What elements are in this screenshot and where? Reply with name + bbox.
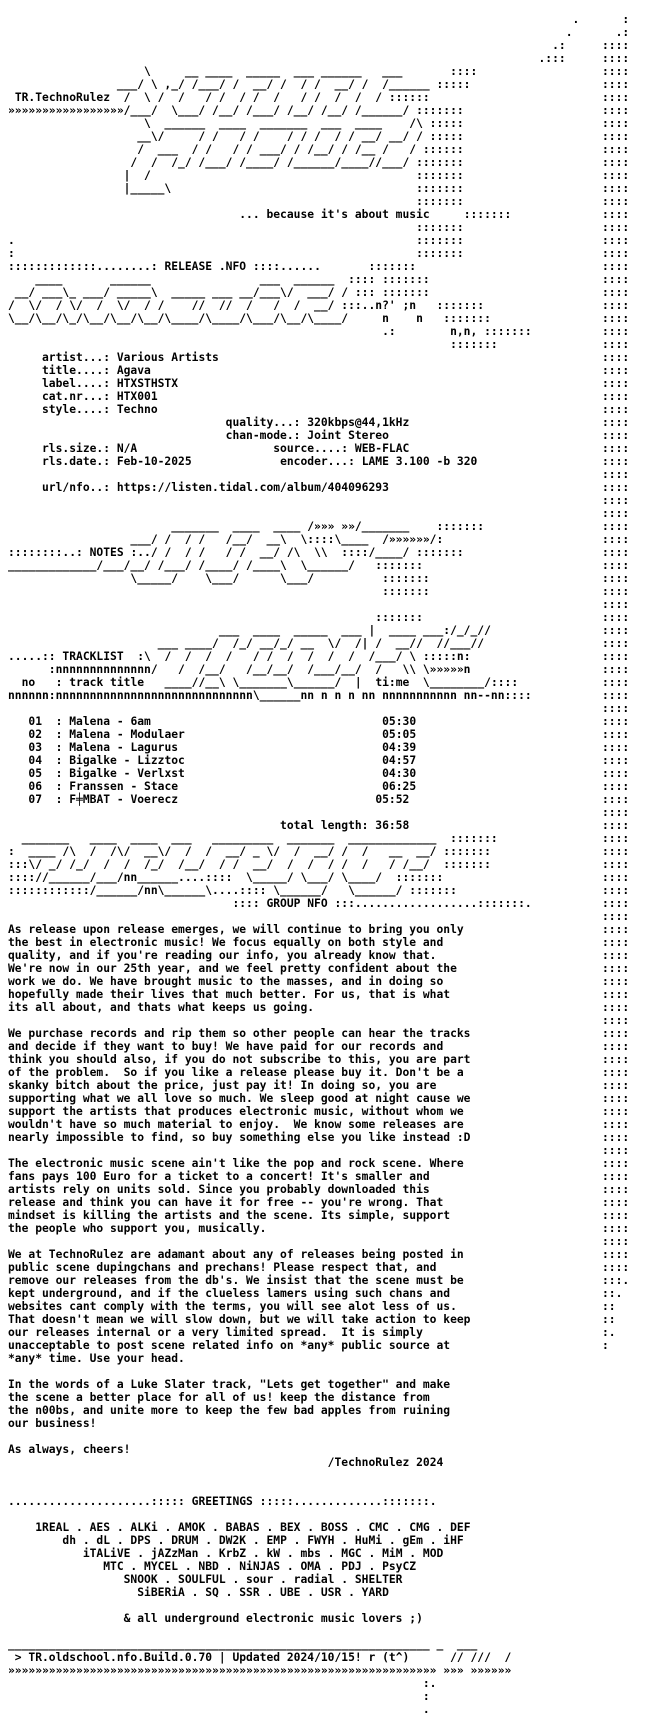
track-title: Franssen - Stace <box>69 780 179 793</box>
greetings-groups: SNOOK . SOULFUL . sour . radial . SHELTER <box>123 1573 403 1586</box>
tracklist-header: no : track title ____//__\ \_______\______/ | ti:me \________/:::: <box>21 676 519 689</box>
track-title: Malena - Modulaer <box>69 728 185 741</box>
total-length-line: total length: 36:58 <box>8 819 410 832</box>
ascii-art-line: / / /_/ /___/ /____/ /______/____//___/ ::::::: <box>8 156 464 169</box>
greetings-closing-line <box>8 1612 648 1625</box>
source-value: WEB-FLAC <box>354 442 410 455</box>
ascii-art-line: :nnnnnnnnnnnnnn/ / /__/ /__/__/ /___/__/ / \\ \»»»»»n <box>8 663 471 676</box>
greetings-line <box>8 1547 648 1560</box>
ascii-art-line: ::::::::::::/______/nn\______\....:::: \______/ \______/ ::::::: <box>8 884 457 897</box>
spacer <box>8 1469 648 1482</box>
track-title: Malena - Lagurus <box>69 741 179 754</box>
field-cat-nr: cat.nr...: HTX001 <box>8 390 158 403</box>
tracklist-title: TRACKLIST <box>62 650 124 663</box>
ascii-rail-decoration: : .: :::: :::: :::: :::: :::: :::: :::: :::: :::: :::: :::: :::: :::: :::: :::: :::: :::: :::: :::: :::: :::: :::: :::: :::: :::: :::: :::: :::: :::: :::: :::: :::: :::: :::: :::: :::: :::: :::: :::: :::: :::: :::: :::: :::: :::: :::: :::: :::: :::: :::: :::: :::: :::: :::: :::: :::: :::: :::: :::: :::: :::: :::: :::: :::: :::: :::: :::: :::: :::: :::: :::: :::: :::: :::: :::: :::: :::: :::: :::: :::: :::: :::: :::: :::: :::: :::: :::: :::: :::: :::: :::: :::: :::: :::: :::: :::. ::. :: :: :. : <box>602 13 630 1352</box>
track-row: 07 : F╪MBAT - Voerecz 05:52 <box>28 793 410 806</box>
field-style: style....: Techno <box>8 403 158 416</box>
section-header-release: :::::::::::::........: RELEASE .NFO ::::...... ::::::: <box>8 260 417 273</box>
group-paragraph-3: The electronic music scene ain't like the pop and rock scene. Where fans pays 100 Euro for a ticket to a concert! It's smaller and artists rely on units sold. Since you probably downloaded this release and think you can have it for free -- you're wrong. That mindset is killing the artists and the scene. Its simple, support the people who support you, musically. <box>8 1157 464 1235</box>
ascii-art-line: :. <box>8 1677 437 1690</box>
spacer <box>8 702 648 715</box>
total-length: 36:58 <box>375 819 410 832</box>
footer-updated: Updated 2024/10/15! <box>232 1651 362 1664</box>
section-header-tracklist: .....:: TRACKLIST :\ / / / / / / / / / / /___/ \ :::::n: <box>8 650 471 663</box>
track-no: 02 <box>28 728 43 741</box>
spacer <box>8 806 648 819</box>
track-row: 06 : Franssen - Stace 06:25 <box>28 780 417 793</box>
greetings-line <box>8 1573 648 1586</box>
track-title: Bigalke - Lizztoc <box>69 754 185 767</box>
field-chan-mode: chan-mode.: Joint Stereo <box>8 429 389 442</box>
label-value: HTXSTHSTX <box>116 377 179 390</box>
ascii-art-line: :::\/ _/ /_/ / / /_/ /__/ / / __/ / / / / / / /__/ ::::::: <box>8 858 491 871</box>
ascii-art-line: \ __ ____ _____ ___ ______ ___ :::: <box>8 65 478 78</box>
track-row: 05 : Bigalke - Verlxst 04:30 <box>28 767 417 780</box>
ascii-art-line: |_____\ ::::::: <box>8 182 464 195</box>
group-paragraph-5: In the words of a Luke Slater track, "Lets get together" and make the scene a better place for all of us! keep the distance from the n00bs, and unite more to keep the few bad apples from ruining our business! <box>8 1378 451 1430</box>
field-artist: artist...: Various Artists <box>8 351 219 364</box>
ascii-art-line: : <box>8 1690 430 1703</box>
spacer <box>8 1365 648 1378</box>
spacer <box>8 1430 648 1443</box>
track-no: 05 <box>28 767 43 780</box>
ascii-art-line: : ::::::: <box>8 247 464 260</box>
spacer <box>8 1235 648 1248</box>
spacer <box>8 1508 648 1521</box>
ascii-art-line: . <box>8 13 580 26</box>
track-row: 04 : Bigalke - Lizztoc 04:57 <box>28 754 417 767</box>
field-date-encoder: rls.date.: Feb-10-2025 encoder...: LAME 3.100 -b 320 <box>8 455 478 468</box>
ascii-art-line: . <box>8 26 573 39</box>
ascii-art-line: . ::::::: <box>8 234 464 247</box>
track-time: 04:57 <box>382 754 417 767</box>
signature: /TechnoRulez 2024 <box>327 1456 444 1469</box>
ascii-art-line: __/ ___\_ ___/ _____\ _____ ___ __/___\/ ___/ / ::: ::::::: <box>8 286 430 299</box>
field-label: label....: HTXSTHSTX <box>8 377 179 390</box>
footer-rule: ______________________________________________________________ _ ___ <box>8 1638 478 1651</box>
greetings-line <box>8 1534 648 1547</box>
release-nfo-title: RELEASE .NFO <box>164 260 247 273</box>
track-time: 05:30 <box>382 715 417 728</box>
ascii-art-line: ::::::: <box>8 585 430 598</box>
group-paragraph-1: As release upon release emerges, we will continue to bring you only the best in electronic music! We focus equally on both style and quality, and if you're reading our info, you already know that. We're now in our 25th year, and we feel pretty confident about the work we do. We have brought music to the masses, and in doing so hopefully made their lives that much better. For us, that is what its all about, and thats what keeps us going. <box>8 923 464 1014</box>
col-no: no <box>21 676 36 689</box>
ascii-art-line: TR.TechnoRulez / \ / / / / / / / / / / / / :::::: <box>14 91 430 104</box>
tagline: ... because it's about music <box>239 208 430 221</box>
spacer <box>8 598 648 611</box>
track-no: 03 <box>28 741 43 754</box>
encoder-value: LAME 3.100 -b 320 <box>361 455 478 468</box>
ascii-art-line: ___ ____ _____ ___ | ____ ___:/_/_// <box>8 624 491 637</box>
cat-nr-value: HTX001 <box>116 390 158 403</box>
quality-value: 320kbps@44,1kHz <box>307 416 410 429</box>
spacer <box>8 1144 648 1157</box>
style-value: Techno <box>116 403 158 416</box>
ascii-art-line: / ___ / / / / ___/ / /__/ / /__ / / :::::: <box>8 143 464 156</box>
ascii-art-line: ::::::: <box>8 195 464 208</box>
track-row: 03 : Malena - Lagurus 04:39 <box>28 741 417 754</box>
ascii-art-line: .::: <box>8 52 566 65</box>
group-paragraph-6: As always, cheers! <box>8 1443 131 1456</box>
greetings-groups: SiBERiA . SQ . SSR . UBE . USR . YARD <box>137 1586 389 1599</box>
group-tag: TR.TechnoRulez <box>14 91 111 104</box>
track-title: Bigalke - Verlxst <box>69 767 185 780</box>
field-url: url/nfo..: https://listen.tidal.com/album/404096293 <box>8 481 389 494</box>
footer-arrows: »»»»»»»»»»»»»»»»»»»»»»»»»»»»»»»»»»»»»»»»»»»»»»»»»»»»»»»»»»»»»»» »»» »»»»»» <box>8 1664 512 1677</box>
track-no: 07 <box>28 793 43 806</box>
artist-value: Various Artists <box>116 351 219 364</box>
ascii-art-line: ___ ____/ /_/ __/_/ __ \/ /| / __// //___// <box>8 637 485 650</box>
track-no: 06 <box>28 780 43 793</box>
ascii-art-line: .: n,n, ::::::: <box>8 325 532 338</box>
track-time: 04:39 <box>382 741 417 754</box>
signature-line <box>8 1456 648 1469</box>
track-time: 06:25 <box>382 780 417 793</box>
greetings-title: GREETINGS <box>191 1495 253 1508</box>
ascii-art-line: »»»»»»»»»»»»»»»»»/___/ \___/ /__/ /___/ /__/ /__/ /______/ ::::::: <box>8 104 464 117</box>
footer-line: > TR.oldschool.nfo.Build.0.70 | Updated 2024/10/15! r (t^) // /// / <box>8 1651 512 1664</box>
rls-size-value: N/A <box>116 442 138 455</box>
ascii-art-line: nnnnnn:nnnnnnnnnnnnnnnnnnnnnnnnnnnnn\______nn n n n nn nnnnnnnnnnn nn--nn:::: <box>8 689 532 702</box>
greetings-line <box>8 1586 648 1599</box>
track-no: 01 <box>28 715 43 728</box>
ascii-art-line: ::::::: <box>8 338 498 351</box>
ascii-art-line: ____ ______ ___ ______ :::: ::::::: <box>8 273 430 286</box>
ascii-art-line: ___/ \ ,_/ /___/ / __/ / / / __/ / /______ ::::: <box>8 78 471 91</box>
section-header-greetings: .....................::::: GREETINGS :::::.............:::::::. <box>8 1495 437 1508</box>
spacer <box>8 1482 648 1495</box>
ascii-art-line: _______ ____ ____ ___ _________ _______ _____________ ::::::: <box>8 832 498 845</box>
tagline-line: ... because it's about music ::::::: <box>239 208 512 221</box>
ascii-art-line: \_____/ \___/ \___/ ::::::: <box>8 572 430 585</box>
ascii-art-line: __\/ / / / / / / / / / __/ __/ / ::::: <box>8 130 464 143</box>
ascii-art-line: ::::::: <box>8 221 464 234</box>
greetings-closing: & all underground electronic music lovers ;) <box>123 1612 423 1625</box>
spacer <box>8 1599 648 1612</box>
greetings-line <box>8 1521 648 1534</box>
greetings-groups: 1REAL . AES . ALKi . AMOK . BABAS . BEX . BOSS . CMC . CMG . DEF <box>35 1521 471 1534</box>
ascii-art-line: . <box>8 1703 430 1716</box>
track-no: 04 <box>28 754 43 767</box>
ascii-art-line: ___/ / / / /__/ __\ \::::\____ /»»»»»»/: <box>8 533 444 546</box>
greetings-line <box>8 1560 648 1573</box>
notes-title: NOTES <box>89 546 124 559</box>
col-time: ti:me <box>375 676 410 689</box>
section-header-notes: ::::::::..: NOTES :../ / / / / / __/ /\ \\ ::::/____/ ::::::: <box>8 546 464 559</box>
release-url-link[interactable]: https://listen.tidal.com/album/404096293 <box>116 481 389 494</box>
greetings-groups: dh . dL . DPS . DRUM . DW2K . EMP . FWYH . HuMi . gEm . iHF <box>62 1534 464 1547</box>
spacer <box>8 494 648 507</box>
ascii-art-line: :::://______/___/nn______....:::: \_____/ \___/ \____/ ::::::: <box>8 871 444 884</box>
spacer <box>8 1014 648 1027</box>
track-row: 02 : Malena - Modulaer 05:05 <box>28 728 417 741</box>
spacer <box>8 910 648 923</box>
track-row: 01 : Malena - 6am 05:30 <box>28 715 417 728</box>
track-time: 04:30 <box>382 767 417 780</box>
group-nfo-title: GROUP NFO <box>266 897 328 910</box>
track-title: Malena - 6am <box>69 715 151 728</box>
spacer <box>8 468 648 481</box>
ascii-art-line: / \/ / \/ / \/ / / // // / / / __/ :::..n?' ;n ::::::: <box>8 299 485 312</box>
title-value: Agava <box>116 364 151 377</box>
track-title: F╪MBAT - Voerecz <box>69 793 179 806</box>
group-paragraph-2: We purchase records and rip them so other people can hear the tracks and decide if they want to buy! We have paid for our records and think you should also, if you do not subscribe to this, you are part of the problem. So if you like a release please buy it. Don't be a skanky bitch about the price, just pay it! In doing so, you are supporting what we all love so much. We sleep good at night cause we support the artists that produces electronic music, without whom we wouldn't have so much material to enjoy. We know some releases are nearly impossible to find, so buy something else you like instead :D <box>8 1027 471 1144</box>
col-title: track title <box>69 676 145 689</box>
ascii-art-line: \__/\__/\_/\__/\__/\__/\____/\____/\___/\__/\____/ n n ::::::: <box>8 312 491 325</box>
ascii-art-line: _______ ____ ____ /»»» »»/_______ ::::::: <box>8 520 485 533</box>
rls-date-value: Feb-10-2025 <box>116 455 192 468</box>
spacer <box>8 507 648 520</box>
group-paragraph-4: We at TechnoRulez are adamant about any of releases being posted in public scene dupingchans and prechans! Please respect that, and remove our releases from the db's. We insist that the scene must be kept underground, and if the clueless lamers using such chans and websites cant comply with the terms, you will see alot less of us. That doesn't mean we will slow down, but we will take action to keep our releases internal or a very limited spread. It is simply unacceptable to post scene related info on *any* public source at *any* time. Use your head. <box>8 1248 471 1365</box>
field-size-source: rls.size.: N/A source....: WEB-FLAC <box>8 442 410 455</box>
ascii-art-line: : ____ /\ / /\/ __\/ / / __/ _ \/ / __/ / / __ __/ ::::::: <box>8 845 491 858</box>
track-time: 05:52 <box>375 793 410 806</box>
ascii-art-line: | / ::::::: <box>8 169 464 182</box>
ascii-art-line: ::::::: <box>8 611 423 624</box>
section-header-group: :::: GROUP NFO :::..................:::::::. <box>8 897 532 910</box>
footer-build: TR.oldschool.nfo.Build.0.70 <box>28 1651 213 1664</box>
spacer <box>8 1625 648 1638</box>
chan-mode-value: Joint Stereo <box>307 429 389 442</box>
ascii-art-line: _____________/___/__/ /___/ /____/ /____\ \______/ ::::::: <box>8 559 423 572</box>
greetings-groups: iTALiVE . jAZzMan . KrbZ . kW . mbs . MGC . MiM . MOD <box>82 1547 444 1560</box>
greetings-groups: MTC . MYCEL . NBD . NiNJAS . OMA . PDJ . PsyCZ <box>103 1560 417 1573</box>
ascii-art-line: \ ______ ____ _______ ___ ____ /\ ::::: <box>8 117 464 130</box>
nfo-document <box>8 0 648 1716</box>
field-title: title....: Agava <box>8 364 151 377</box>
field-quality: quality...: 320kbps@44,1kHz <box>8 416 410 429</box>
track-time: 05:05 <box>382 728 417 741</box>
ascii-art-line: .: <box>8 39 566 52</box>
